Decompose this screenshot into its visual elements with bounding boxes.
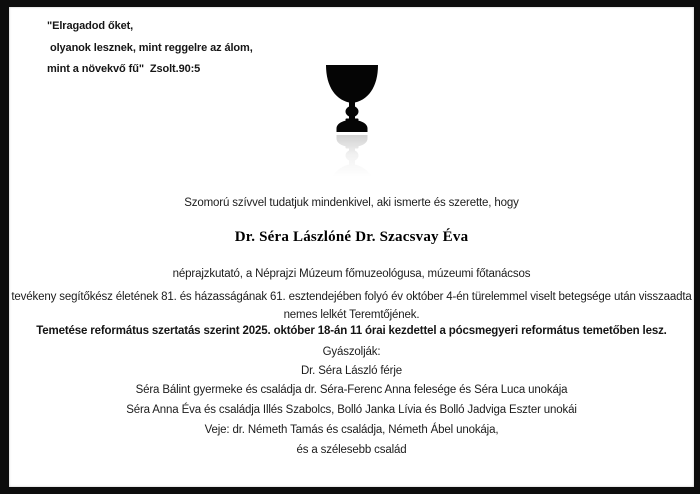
psalm-quote-line: "Elragadod őket, xyxy=(47,20,134,32)
chalice-icon xyxy=(324,65,380,186)
reflection-fade xyxy=(324,134,380,186)
mourners-heading: Gyászolják: xyxy=(322,346,381,358)
death-sentence-line-2: nemes lelkét Teremtőjének. xyxy=(283,309,420,321)
funeral-line: Temetése református szertatás szerint 2025. október 18-án 11 órai kezdettel a pócsmegyeri református temetőben lesz. xyxy=(36,325,667,337)
chalice-silhouette xyxy=(324,65,380,133)
death-sentence-line-1: tevékeny segítőkész életének 81. és házasságának 61. esztendejében folyó év október 4-én türelemmel viselt betegsége után visszaadta xyxy=(11,291,692,303)
intro-line: Szomorú szívvel tudatjuk mindenkivel, aki ismerte és szerette, hogy xyxy=(184,197,519,209)
mourner-line: és a szélesebb család xyxy=(296,444,407,456)
psalm-quote xyxy=(47,16,253,81)
chalice-reflection xyxy=(324,134,380,186)
profession-line: néprajzkutató, a Néprajzi Múzeum főmuzeológusa, múzeumi főtanácsos xyxy=(172,268,531,280)
mourner-line: Séra Anna Éva és családja Illés Szabolcs, Bolló Janka Lívia és Bolló Jadviga Eszter unokái xyxy=(126,404,577,416)
mourner-line: Dr. Séra László férje xyxy=(300,365,403,377)
psalm-quote-line: mint a növekvő fű" Zsolt.90:5 xyxy=(47,63,201,75)
mourner-line: Veje: dr. Németh Tamás és családja, Németh Ábel unokája, xyxy=(204,424,499,436)
psalm-quote-line: olyanok lesznek, mint reggelre az álom, xyxy=(47,41,253,54)
deceased-name: Dr. Séra Lászlóné Dr. Szacsvay Éva xyxy=(234,229,469,245)
mourner-line: Séra Bálint gyermeke és családja dr. Séra-Ferenc Anna felesége és Séra Luca unokája xyxy=(135,384,568,396)
